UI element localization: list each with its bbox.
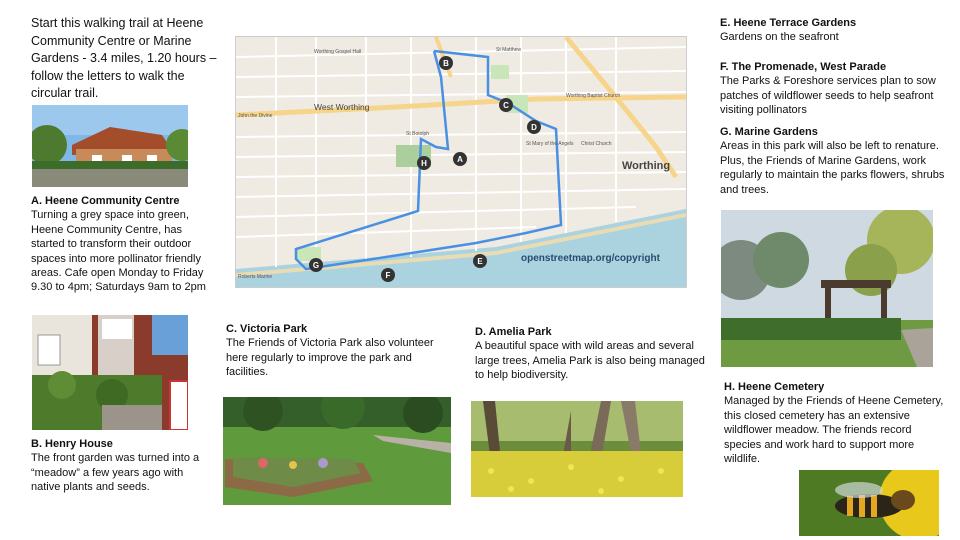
photo-marine-gardens bbox=[721, 210, 933, 367]
map-copyright: openstreetmap.org/copyright bbox=[521, 253, 660, 264]
stop-e-description bbox=[720, 16, 950, 45]
stop-f-description bbox=[720, 60, 950, 118]
map-label-st-matthew: St Matthew bbox=[496, 47, 522, 53]
svg-text:H: H bbox=[421, 159, 427, 168]
stop-c-description bbox=[226, 322, 446, 380]
marker-c bbox=[499, 98, 513, 112]
trail-map bbox=[235, 36, 687, 288]
stop-g-text: Areas in this park will also be left to renature. Plus, the Friends of Marine Gardens, work regularly to maintain the parks flowers, shrubs and trees. bbox=[720, 140, 945, 196]
photo-victoria-park bbox=[223, 397, 451, 505]
map-label-west-worthing: West Worthing bbox=[314, 102, 370, 112]
map-label-christ-church: Christ Church bbox=[581, 141, 612, 147]
map-label-st-marys: St Mary of the Angels bbox=[526, 141, 574, 147]
svg-text:G: G bbox=[312, 261, 320, 270]
map-label-gospel-hall: Worthing Gospel Hall bbox=[314, 49, 362, 55]
map-label-worthing: Worthing bbox=[622, 160, 671, 172]
svg-text:E: E bbox=[477, 257, 483, 266]
stop-d-text: A beautiful space with wild areas and several large trees, Amelia Park is also being managed to help biodiversity. bbox=[475, 340, 705, 382]
stop-c-text: The Friends of Victoria Park also volunteer here regularly to improve the park and facilities. bbox=[226, 337, 434, 379]
stop-d-title: D. Amelia Park bbox=[475, 326, 552, 338]
stop-g-title: G. Marine Gardens bbox=[720, 126, 818, 138]
svg-text:F: F bbox=[385, 271, 391, 280]
marker-g bbox=[309, 258, 323, 272]
marker-a bbox=[453, 152, 467, 166]
stop-e-title: E. Heene Terrace Gardens bbox=[720, 17, 857, 29]
map-label-robertson: Roberts Marine bbox=[238, 274, 273, 280]
photo-hoverfly bbox=[799, 470, 939, 536]
stop-a-title: A. Heene Community Centre bbox=[31, 195, 180, 207]
photo-heene-community-centre bbox=[32, 105, 188, 187]
svg-text:B: B bbox=[443, 59, 449, 68]
stop-a-description bbox=[31, 194, 211, 295]
stop-a-text: Turning a grey space into green, Heene Community Centre, has started to transform their outdoor spaces into more pollinator friendly areas. Cafe open Monday to Friday 9.30 to 4pm; Saturdays 9am to 2pm bbox=[31, 209, 206, 294]
stop-h-title: H. Heene Cemetery bbox=[724, 381, 825, 393]
map-label-john-the-divine: John the Divine bbox=[238, 113, 273, 119]
marker-f bbox=[381, 268, 395, 282]
marker-b bbox=[439, 56, 453, 70]
stop-h-text: Managed by the Friends of Heene Cemetery, this closed cemetery has an extensive wildflower meadow. The friends record species and work hard to support more wildlife. bbox=[724, 395, 944, 466]
stop-h-description bbox=[724, 380, 944, 466]
marker-h bbox=[417, 156, 431, 170]
photo-amelia-park bbox=[471, 401, 683, 497]
svg-text:A: A bbox=[457, 155, 463, 164]
svg-text:D: D bbox=[531, 123, 537, 132]
stop-c-title: C. Victoria Park bbox=[226, 323, 308, 335]
stop-f-text: The Parks & Foreshore services plan to sow patches of wildflower seeds to help seafront visiting pollinators bbox=[720, 75, 936, 117]
stop-b-text: The front garden was turned into a “meadow” a few years ago with native plants and seeds. bbox=[31, 452, 200, 494]
marker-d bbox=[527, 120, 541, 134]
stop-b-description bbox=[31, 437, 211, 495]
stop-f-title: F. The Promenade, West Parade bbox=[720, 61, 887, 73]
svg-text:C: C bbox=[503, 101, 509, 110]
stop-g-description bbox=[720, 125, 950, 197]
map-label-baptist: Worthing Baptist Church bbox=[566, 93, 621, 99]
stop-d-description bbox=[475, 325, 705, 383]
map-label-st-botolph: St Botolph bbox=[406, 131, 430, 137]
marker-e bbox=[473, 254, 487, 268]
stop-b-title: B. Henry House bbox=[31, 438, 113, 450]
intro-text: Start this walking trail at Heene Community Centre or Marine Gardens - 3.4 miles, 1.20 hours – follow the letters to walk the circular trail. bbox=[31, 16, 217, 100]
photo-henry-house bbox=[32, 315, 188, 430]
stop-e-text: Gardens on the seafront bbox=[720, 31, 839, 44]
